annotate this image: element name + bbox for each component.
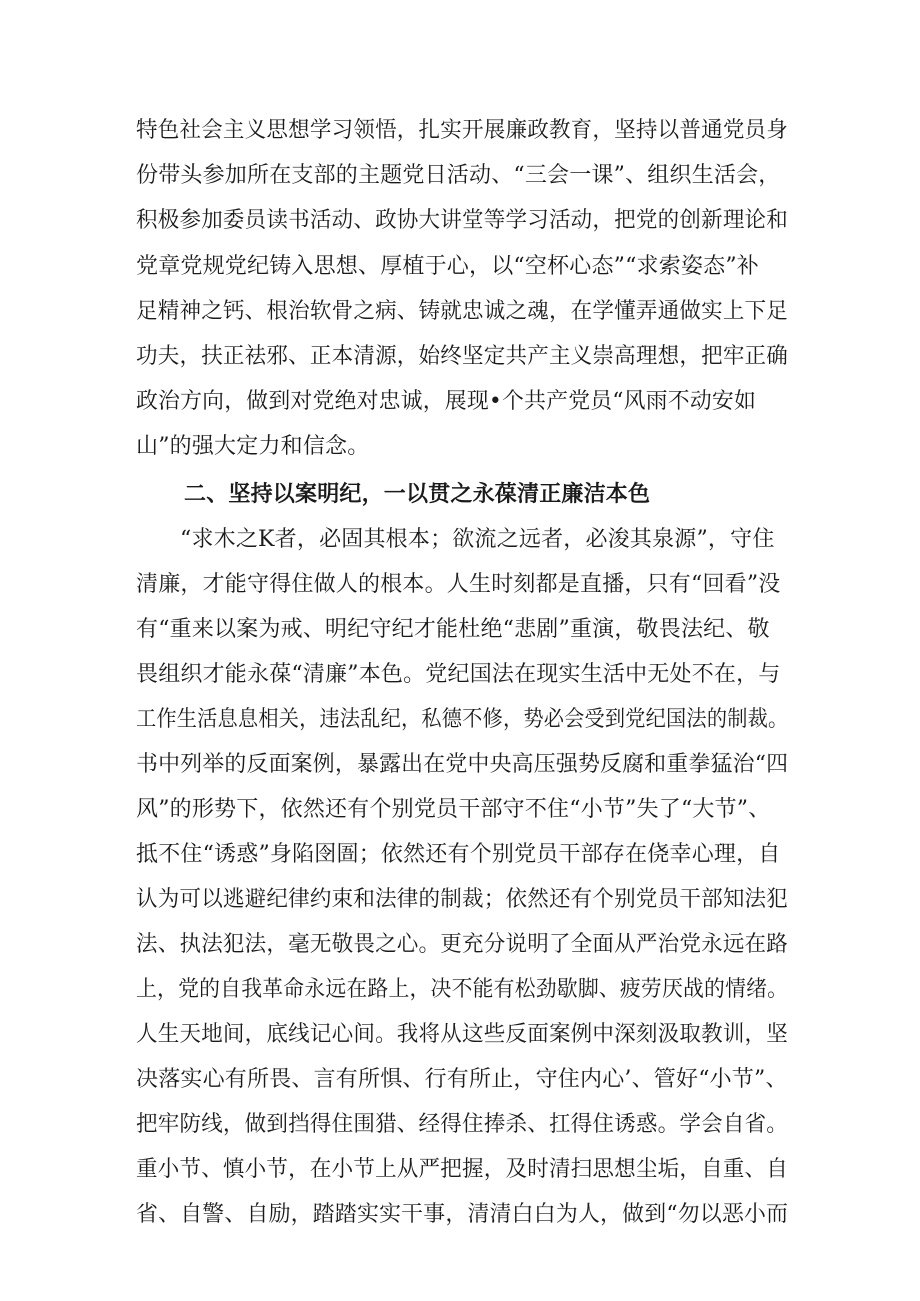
text-line-20: 上，党的自我革命永远在路上，决不能有松劲歇脚、疲劳厌战的情绪。 [136,977,789,1002]
text-line-7: 政治方向，做到对党绝对忠诚，展现•个共产党员“风雨不动安如 [136,389,757,414]
text-line-22: 决落实心有所畏、言有所惧、行有所止，守住内心’、管好“小节”、 [136,1067,788,1092]
text-line-17: 抵不住“诱惑”身陷囹圄；依然还有个别党员干部存在侥幸心理，自 [136,842,781,867]
text-line-4: 党章党规党纪铸入思想、厚植于心，以“空杯心态”“求索姿态”补 [136,254,759,279]
text-line-19: 法、执法犯法，毫无敬畏之心。更充分说明了全面从严治党永远在路 [136,932,789,957]
text-line-11: 清廉，才能守得住做人的根本。人生时刻都是直播，只有“回看”没 [136,572,781,597]
text-line-8: 山”的强大定力和信念。 [136,434,370,459]
text-line-3: 积极参加委员读书活动、政协大讲堂等学习活动，把党的创新理论和 [136,208,789,233]
text-line-18: 认为可以逃避纪律约束和法律的制裁；依然还有个别党员干部知法犯 [136,887,789,912]
text-line-16: 风”的形势下，依然还有个别党员干部守不住“小节”失了“大节”、 [136,797,771,822]
section-heading: 二、坚持以案明纪，一以贯之永葆清正廉洁本色 [184,481,651,507]
text-line-1: 特色社会主义思想学习领悟，扎实开展廉政教育，坚持以普通党员身 [136,118,789,143]
text-line-21: 人生天地间，底线记心间。我将从这些反面案例中深刻汲取教训，坚 [136,1022,789,1047]
text-line-15: 书中列举的反面案例，暴露出在党中央高压强势反腐和重拳猛治“四 [136,752,789,777]
text-line-13: 畏组织才能永葆“清廉”本色。党纪国法在现实生活中无处不在，与 [136,662,781,687]
text-line-14: 工作生活息息相关，违法乱纪，私德不修，势必会受到党纪国法的制裁。 [136,707,789,732]
text-line-23: 把牢防线，做到挡得住围猎、经得住捧杀、扛得住诱惑。学会自省。 [136,1112,789,1137]
text-line-5: 足精神之钙、根治软骨之病、铸就忠诚之魂，在学懂弄通做实上下足 [136,299,789,324]
text-line-25: 省、自警、自励，踏踏实实干事，清清白白为人，做到“勿以恶小而 [136,1202,789,1227]
text-line-6: 功夫，扶正祛邪、正本清源，始终坚定共产主义崇高理想，把牢正确 [136,344,789,369]
text-line-12: 有“重来以案为戒、明纪守纪才能杜绝“悲剧”重演，敬畏法纪、敬 [136,617,770,642]
text-line-24: 重小节、慎小节，在小节上从严把握，及时清扫思想尘垢，自重、自 [136,1157,789,1182]
text-line-2: 份带头参加所在支部的主题党日活动、“三会一课”、组织生活会， [136,163,781,188]
text-line-10: “求木之K者，必固其根本；欲流之远者，必浚其泉源”，守住 [180,527,775,552]
